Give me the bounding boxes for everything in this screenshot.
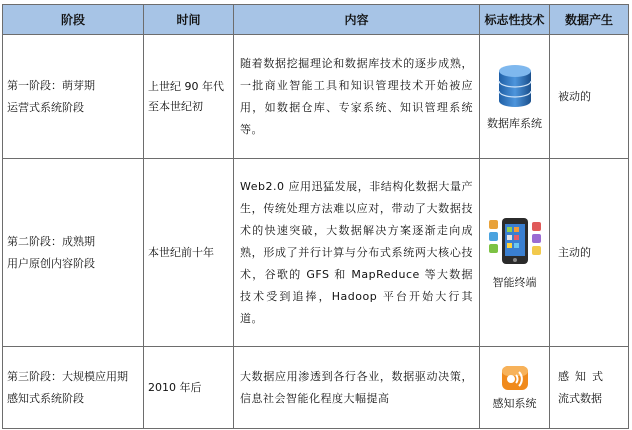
content-text: 大数据应用渗透到各行各业，数据驱动决策，信息社会智能化程度大幅提高 [240,369,473,405]
table-row [3,159,629,347]
stage-name: 第三阶段：大规模应用期 [7,369,128,383]
tech-cell [480,35,550,159]
time-cell [144,35,234,159]
stage-name: 第一阶段：萌芽期 [7,78,95,92]
header-row [3,5,629,35]
time-line: 至本世纪初 [148,99,203,113]
data-type-detail: 流式数据 [558,391,602,405]
table-row [3,35,629,159]
data-cell [550,159,629,347]
tech-label: 感知系统 [492,397,537,410]
tech-cell [480,347,550,429]
time-cell [144,159,234,347]
stage-subtitle: 感知式系统阶段 [7,391,84,405]
stage-cell [3,35,144,159]
data-cell [550,347,629,429]
data-type: 感知式 [558,369,609,383]
tech-label: 数据库系统 [487,116,542,130]
content-cell [234,35,480,159]
content-cell [234,159,480,347]
data-type: 被动的 [558,89,591,103]
stage-name: 第二阶段：成熟期 [7,234,95,248]
header-stage: 阶段 [3,5,144,35]
sensor-icon [499,364,531,392]
stage-cell [3,347,144,429]
smartphone-icon [487,216,543,268]
database-icon [497,63,533,109]
big-data-stages-table [2,4,629,429]
tech-label: 智能终端 [492,275,537,289]
header-time: 时间 [144,5,234,35]
data-type: 主动的 [558,245,591,259]
header-content: 内容 [234,5,480,35]
time-line: 2010 年后 [148,380,202,394]
table-row [3,347,629,429]
time-cell [144,347,234,429]
header-data: 数据产生 [550,5,629,35]
content-text: 随着数据挖掘理论和数据库技术的逐步成熟，一批商业智能工具和知识管理技术开始被应用，如数据仓库、专家系统、知识管理系统等。 [240,56,473,136]
stage-subtitle: 运营式系统阶段 [7,100,84,114]
stage-cell [3,159,144,347]
time-line: 上世纪 90 年代 [148,79,224,93]
stage-subtitle: 用户原创内容阶段 [7,256,95,270]
header-tech: 标志性技术 [480,5,550,35]
tech-cell [480,159,550,347]
time-line: 本世纪前十年 [148,245,214,259]
content-text: Web2.0 应用迅猛发展，非结构化数据大量产生，传统处理方法难以应对，带动了大数据技术的快速突破，大数据解决方案逐渐走向成熟，形成了并行计算与分布式系统两大核心技术，谷歌的 GFS 和 MapReduce 等大数据技术受到追捧，Hadoop 平台开始大行其道。 [240,179,473,325]
content-cell [234,347,480,429]
data-cell [550,35,629,159]
